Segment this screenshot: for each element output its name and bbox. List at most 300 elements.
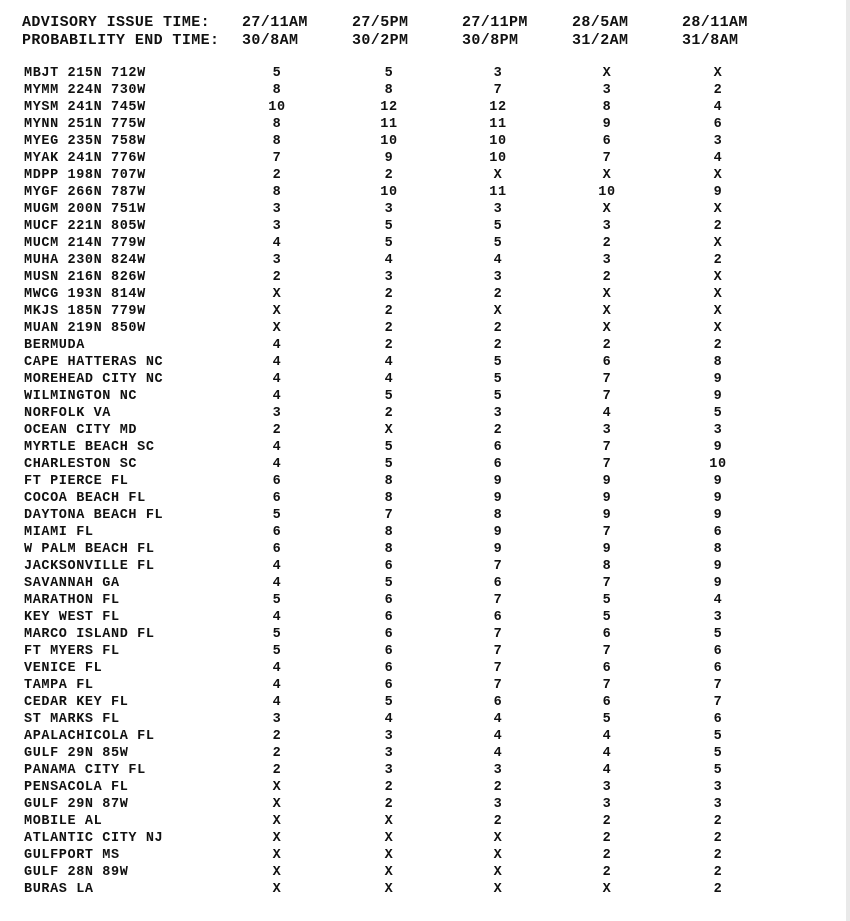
- probability-value: 6: [602, 695, 612, 710]
- location-name: W PALM BEACH FL: [24, 542, 155, 557]
- probability-value: 9: [713, 389, 723, 404]
- location-name: MOBILE AL: [24, 814, 103, 829]
- probability-value: 2: [713, 83, 723, 98]
- table-row: [0, 729, 850, 746]
- probability-value: 4: [272, 457, 282, 472]
- probability-value: 4: [272, 661, 282, 676]
- probability-value: 7: [602, 151, 612, 166]
- location-name: SAVANNAH GA: [24, 576, 120, 591]
- probability-value: 2: [272, 763, 282, 778]
- probability-value: 3: [602, 423, 612, 438]
- location-name: COCOA BEACH FL: [24, 491, 146, 506]
- probability-value: 2: [602, 831, 612, 846]
- table-row: [0, 474, 850, 491]
- probability-value: X: [272, 882, 282, 897]
- probability-value: 4: [384, 355, 394, 370]
- location-name: BERMUDA: [24, 338, 85, 353]
- probability-value: 2: [384, 168, 394, 183]
- probability-rows: [0, 66, 850, 899]
- probability-value: 5: [713, 763, 723, 778]
- probability-value: 6: [272, 474, 282, 489]
- table-row: [0, 287, 850, 304]
- end-time-5: 31/8AM: [682, 32, 739, 49]
- probability-value: 2: [384, 287, 394, 302]
- probability-value: 2: [713, 848, 723, 863]
- probability-value: 7: [493, 559, 503, 574]
- probability-value: 3: [602, 797, 612, 812]
- location-name: MUAN 219N 850W: [24, 321, 146, 336]
- advisory-issue-time-label: ADVISORY ISSUE TIME:: [22, 14, 211, 31]
- table-row: [0, 525, 850, 542]
- probability-value: 5: [272, 508, 282, 523]
- probability-value: 5: [493, 389, 503, 404]
- probability-value: 9: [602, 474, 612, 489]
- table-row: [0, 185, 850, 202]
- table-row: [0, 610, 850, 627]
- table-row: [0, 712, 850, 729]
- probability-value: X: [713, 287, 723, 302]
- probability-value: 6: [272, 491, 282, 506]
- location-name: GULFPORT MS: [24, 848, 120, 863]
- table-row: [0, 134, 850, 151]
- probability-value: X: [272, 865, 282, 880]
- probability-value: 3: [602, 219, 612, 234]
- table-row: [0, 202, 850, 219]
- probability-value: 5: [602, 593, 612, 608]
- probability-value: 5: [272, 627, 282, 642]
- probability-value: 4: [493, 729, 503, 744]
- probability-value: 4: [602, 746, 612, 761]
- probability-value: 7: [493, 678, 503, 693]
- probability-value: 7: [713, 678, 723, 693]
- location-name: MKJS 185N 779W: [24, 304, 146, 319]
- probability-value: 3: [713, 797, 723, 812]
- probability-value: 9: [713, 576, 723, 591]
- probability-value: 9: [713, 440, 723, 455]
- location-name: FT PIERCE FL: [24, 474, 129, 489]
- probability-value: X: [602, 321, 612, 336]
- probability-value: 6: [493, 695, 503, 710]
- probability-value: 2: [384, 780, 394, 795]
- probability-value: 2: [272, 746, 282, 761]
- location-name: MUGM 200N 751W: [24, 202, 146, 217]
- probability-value: X: [272, 780, 282, 795]
- table-row: [0, 423, 850, 440]
- location-name: MYMM 224N 730W: [24, 83, 146, 98]
- probability-value: 2: [272, 729, 282, 744]
- probability-value: 4: [713, 151, 723, 166]
- table-row: [0, 270, 850, 287]
- issue-time-2: 27/5PM: [352, 14, 409, 31]
- probability-value: X: [384, 814, 394, 829]
- probability-value: 10: [598, 185, 616, 200]
- end-time-4: 31/2AM: [572, 32, 629, 49]
- location-name: VENICE FL: [24, 661, 103, 676]
- probability-value: 6: [493, 610, 503, 625]
- table-row: [0, 338, 850, 355]
- location-name: APALACHICOLA FL: [24, 729, 155, 744]
- probability-value: 3: [713, 780, 723, 795]
- table-row: [0, 542, 850, 559]
- probability-value: 6: [493, 576, 503, 591]
- probability-value: X: [272, 797, 282, 812]
- table-row: [0, 66, 850, 83]
- probability-value: X: [384, 423, 394, 438]
- probability-value: X: [602, 168, 612, 183]
- location-name: PENSACOLA FL: [24, 780, 129, 795]
- probability-value: 5: [384, 695, 394, 710]
- probability-value: X: [272, 848, 282, 863]
- probability-value: 9: [713, 491, 723, 506]
- table-row: [0, 593, 850, 610]
- probability-value: 2: [713, 814, 723, 829]
- table-row: [0, 491, 850, 508]
- table-row: [0, 780, 850, 797]
- probability-value: 4: [602, 406, 612, 421]
- table-row: [0, 372, 850, 389]
- probability-value: 8: [272, 185, 282, 200]
- location-name: MYSM 241N 745W: [24, 100, 146, 115]
- probability-value: X: [272, 831, 282, 846]
- probability-value: 4: [713, 100, 723, 115]
- location-name: MARATHON FL: [24, 593, 120, 608]
- probability-value: 3: [272, 406, 282, 421]
- probability-value: 5: [713, 627, 723, 642]
- table-row: [0, 236, 850, 253]
- table-row: [0, 763, 850, 780]
- location-name: MUSN 216N 826W: [24, 270, 146, 285]
- probability-value: 4: [272, 338, 282, 353]
- probability-value: 2: [713, 338, 723, 353]
- probability-value: 6: [384, 593, 394, 608]
- probability-value: 3: [384, 729, 394, 744]
- probability-value: X: [602, 66, 612, 81]
- location-name: MYNN 251N 775W: [24, 117, 146, 132]
- table-row: [0, 355, 850, 372]
- probability-value: 3: [602, 253, 612, 268]
- probability-value: X: [713, 202, 723, 217]
- probability-value: X: [384, 831, 394, 846]
- probability-value: 5: [384, 66, 394, 81]
- probability-value: 4: [272, 678, 282, 693]
- location-name: GULF 29N 85W: [24, 746, 129, 761]
- probability-value: 7: [493, 661, 503, 676]
- probability-value: X: [493, 831, 503, 846]
- probability-value: X: [493, 848, 503, 863]
- table-row: [0, 440, 850, 457]
- issue-time-1: 27/11AM: [242, 14, 308, 31]
- probability-value: 2: [493, 814, 503, 829]
- location-name: MYEG 235N 758W: [24, 134, 146, 149]
- issue-time-4: 28/5AM: [572, 14, 629, 31]
- location-name: CAPE HATTERAS NC: [24, 355, 164, 370]
- probability-value: 7: [602, 576, 612, 591]
- probability-value: X: [493, 168, 503, 183]
- probability-value: 9: [384, 151, 394, 166]
- table-row: [0, 814, 850, 831]
- probability-value: 2: [602, 338, 612, 353]
- location-name: DAYTONA BEACH FL: [24, 508, 164, 523]
- probability-value: 5: [272, 66, 282, 81]
- probability-value: X: [493, 865, 503, 880]
- issue-time-3: 27/11PM: [462, 14, 528, 31]
- probability-value: X: [272, 814, 282, 829]
- table-row: [0, 695, 850, 712]
- probability-value: 8: [384, 491, 394, 506]
- probability-value: 3: [713, 423, 723, 438]
- probability-value: 2: [384, 304, 394, 319]
- location-name: MYGF 266N 787W: [24, 185, 146, 200]
- table-row: [0, 831, 850, 848]
- probability-value: 5: [493, 355, 503, 370]
- probability-value: 7: [602, 644, 612, 659]
- probability-value: 6: [602, 661, 612, 676]
- probability-value: 6: [493, 457, 503, 472]
- probability-value: 2: [493, 338, 503, 353]
- probability-value: 2: [493, 321, 503, 336]
- location-name: MARCO ISLAND FL: [24, 627, 155, 642]
- probability-value: 9: [493, 491, 503, 506]
- probability-value: 9: [602, 117, 612, 132]
- probability-value: 6: [384, 610, 394, 625]
- table-row: [0, 678, 850, 695]
- probability-value: 9: [493, 525, 503, 540]
- probability-value: 7: [493, 83, 503, 98]
- probability-value: 4: [272, 389, 282, 404]
- probability-value: 10: [268, 100, 286, 115]
- probability-value: X: [602, 882, 612, 897]
- probability-value: 4: [384, 372, 394, 387]
- probability-value: 2: [713, 865, 723, 880]
- probability-value: 10: [380, 134, 398, 149]
- probability-value: 9: [493, 542, 503, 557]
- probability-value: 9: [493, 474, 503, 489]
- probability-value: 5: [384, 389, 394, 404]
- location-name: MYRTLE BEACH SC: [24, 440, 155, 455]
- location-name: FT MYERS FL: [24, 644, 120, 659]
- probability-value: 3: [384, 202, 394, 217]
- probability-value: 5: [493, 372, 503, 387]
- probability-value: 6: [602, 355, 612, 370]
- probability-value: 8: [272, 83, 282, 98]
- probability-value: X: [713, 270, 723, 285]
- probability-value: X: [272, 287, 282, 302]
- probability-value: 9: [713, 474, 723, 489]
- table-row: [0, 219, 850, 236]
- probability-value: 3: [602, 83, 612, 98]
- probability-value: 6: [384, 644, 394, 659]
- issue-time-5: 28/11AM: [682, 14, 748, 31]
- probability-value: 7: [384, 508, 394, 523]
- probability-value: 6: [713, 712, 723, 727]
- probability-value: 4: [493, 712, 503, 727]
- probability-value: 9: [713, 372, 723, 387]
- table-row: [0, 389, 850, 406]
- table-row: [0, 576, 850, 593]
- probability-value: 9: [713, 559, 723, 574]
- location-name: WILMINGTON NC: [24, 389, 138, 404]
- table-row: [0, 83, 850, 100]
- probability-value: 3: [493, 406, 503, 421]
- location-name: CEDAR KEY FL: [24, 695, 129, 710]
- probability-value: 5: [384, 576, 394, 591]
- probability-value: X: [713, 66, 723, 81]
- probability-value: 6: [384, 678, 394, 693]
- table-row: [0, 882, 850, 899]
- probability-value: 2: [602, 270, 612, 285]
- probability-value: 8: [713, 355, 723, 370]
- table-row: [0, 865, 850, 882]
- probability-value: 5: [384, 440, 394, 455]
- probability-value: 5: [272, 593, 282, 608]
- probability-value: 3: [493, 66, 503, 81]
- probability-value: 6: [713, 644, 723, 659]
- probability-value: 3: [493, 797, 503, 812]
- probability-value: X: [602, 304, 612, 319]
- probability-value: 3: [713, 134, 723, 149]
- probability-value: 7: [602, 457, 612, 472]
- probability-value: 11: [380, 117, 398, 132]
- table-row: [0, 168, 850, 185]
- probability-value: 6: [384, 661, 394, 676]
- location-name: MUHA 230N 824W: [24, 253, 146, 268]
- probability-value: 4: [602, 729, 612, 744]
- table-row: [0, 457, 850, 474]
- table-row: [0, 797, 850, 814]
- probability-value: 6: [713, 525, 723, 540]
- location-name: MWCG 193N 814W: [24, 287, 146, 302]
- location-name: JACKSONVILLE FL: [24, 559, 155, 574]
- probability-value: X: [493, 882, 503, 897]
- probability-value: 3: [602, 780, 612, 795]
- probability-value: 4: [272, 559, 282, 574]
- probability-value: 6: [713, 117, 723, 132]
- probability-value: 5: [713, 729, 723, 744]
- probability-value: 2: [602, 236, 612, 251]
- table-row: [0, 848, 850, 865]
- probability-value: 2: [272, 423, 282, 438]
- location-name: BURAS LA: [24, 882, 94, 897]
- probability-value: 10: [380, 185, 398, 200]
- probability-value: 7: [602, 678, 612, 693]
- probability-value: 3: [272, 712, 282, 727]
- probability-value: 4: [602, 763, 612, 778]
- probability-value: 4: [384, 253, 394, 268]
- probability-value: 2: [493, 780, 503, 795]
- probability-value: 3: [493, 763, 503, 778]
- probability-value: 4: [272, 372, 282, 387]
- probability-value: X: [384, 882, 394, 897]
- probability-value: 6: [493, 440, 503, 455]
- probability-value: 3: [493, 202, 503, 217]
- location-name: ST MARKS FL: [24, 712, 120, 727]
- probability-value: 7: [713, 695, 723, 710]
- probability-value: 2: [713, 219, 723, 234]
- probability-value: 7: [272, 151, 282, 166]
- probability-value: X: [272, 304, 282, 319]
- probability-value: 7: [602, 440, 612, 455]
- probability-value: 8: [384, 525, 394, 540]
- table-row: [0, 151, 850, 168]
- probability-value: 7: [602, 389, 612, 404]
- probability-value: 4: [493, 746, 503, 761]
- probability-value: 7: [493, 593, 503, 608]
- probability-value: X: [713, 236, 723, 251]
- probability-value: 11: [489, 185, 507, 200]
- probability-value: 2: [713, 882, 723, 897]
- probability-value: 3: [272, 202, 282, 217]
- probability-value: 8: [272, 117, 282, 132]
- probability-value: 6: [384, 627, 394, 642]
- location-name: OCEAN CITY MD: [24, 423, 138, 438]
- table-row: [0, 406, 850, 423]
- probability-value: 5: [493, 236, 503, 251]
- table-row: [0, 746, 850, 763]
- probability-value: 3: [384, 270, 394, 285]
- probability-value: 2: [713, 253, 723, 268]
- probability-value: 5: [493, 219, 503, 234]
- location-name: PANAMA CITY FL: [24, 763, 146, 778]
- probability-value: X: [272, 321, 282, 336]
- table-row: [0, 508, 850, 525]
- location-name: GULF 29N 87W: [24, 797, 129, 812]
- probability-value: 7: [493, 627, 503, 642]
- probability-value: X: [713, 304, 723, 319]
- end-time-2: 30/2PM: [352, 32, 409, 49]
- table-row: [0, 304, 850, 321]
- probability-value: 4: [384, 712, 394, 727]
- page-edge-shadow: [846, 0, 850, 921]
- probability-value: 8: [602, 559, 612, 574]
- probability-value: 10: [489, 134, 507, 149]
- location-name: MUCF 221N 805W: [24, 219, 146, 234]
- probability-value: 8: [384, 542, 394, 557]
- probability-value: 6: [602, 134, 612, 149]
- probability-value: 6: [272, 525, 282, 540]
- probability-value: 9: [602, 542, 612, 557]
- end-time-3: 30/8PM: [462, 32, 519, 49]
- probability-value: 5: [384, 236, 394, 251]
- probability-value: 2: [384, 797, 394, 812]
- table-row: [0, 100, 850, 117]
- table-row: [0, 661, 850, 678]
- probability-value: 4: [272, 695, 282, 710]
- probability-value: 9: [713, 185, 723, 200]
- probability-value: 9: [602, 491, 612, 506]
- location-name: KEY WEST FL: [24, 610, 120, 625]
- probability-value: 8: [384, 83, 394, 98]
- probability-value: X: [602, 202, 612, 217]
- probability-value: 4: [272, 440, 282, 455]
- probability-value: 7: [493, 644, 503, 659]
- probability-value: 10: [709, 457, 727, 472]
- probability-value: 2: [602, 848, 612, 863]
- location-name: MDPP 198N 707W: [24, 168, 146, 183]
- probability-value: 4: [272, 610, 282, 625]
- probability-value: 9: [602, 508, 612, 523]
- probability-value: 6: [602, 627, 612, 642]
- probability-value: 3: [713, 610, 723, 625]
- probability-value: 2: [493, 423, 503, 438]
- probability-value: 5: [713, 406, 723, 421]
- probability-value: 11: [489, 117, 507, 132]
- probability-value: 2: [384, 406, 394, 421]
- probability-value: 2: [713, 831, 723, 846]
- probability-value: 2: [384, 321, 394, 336]
- probability-value: X: [384, 865, 394, 880]
- table-row: [0, 559, 850, 576]
- probability-value: X: [602, 287, 612, 302]
